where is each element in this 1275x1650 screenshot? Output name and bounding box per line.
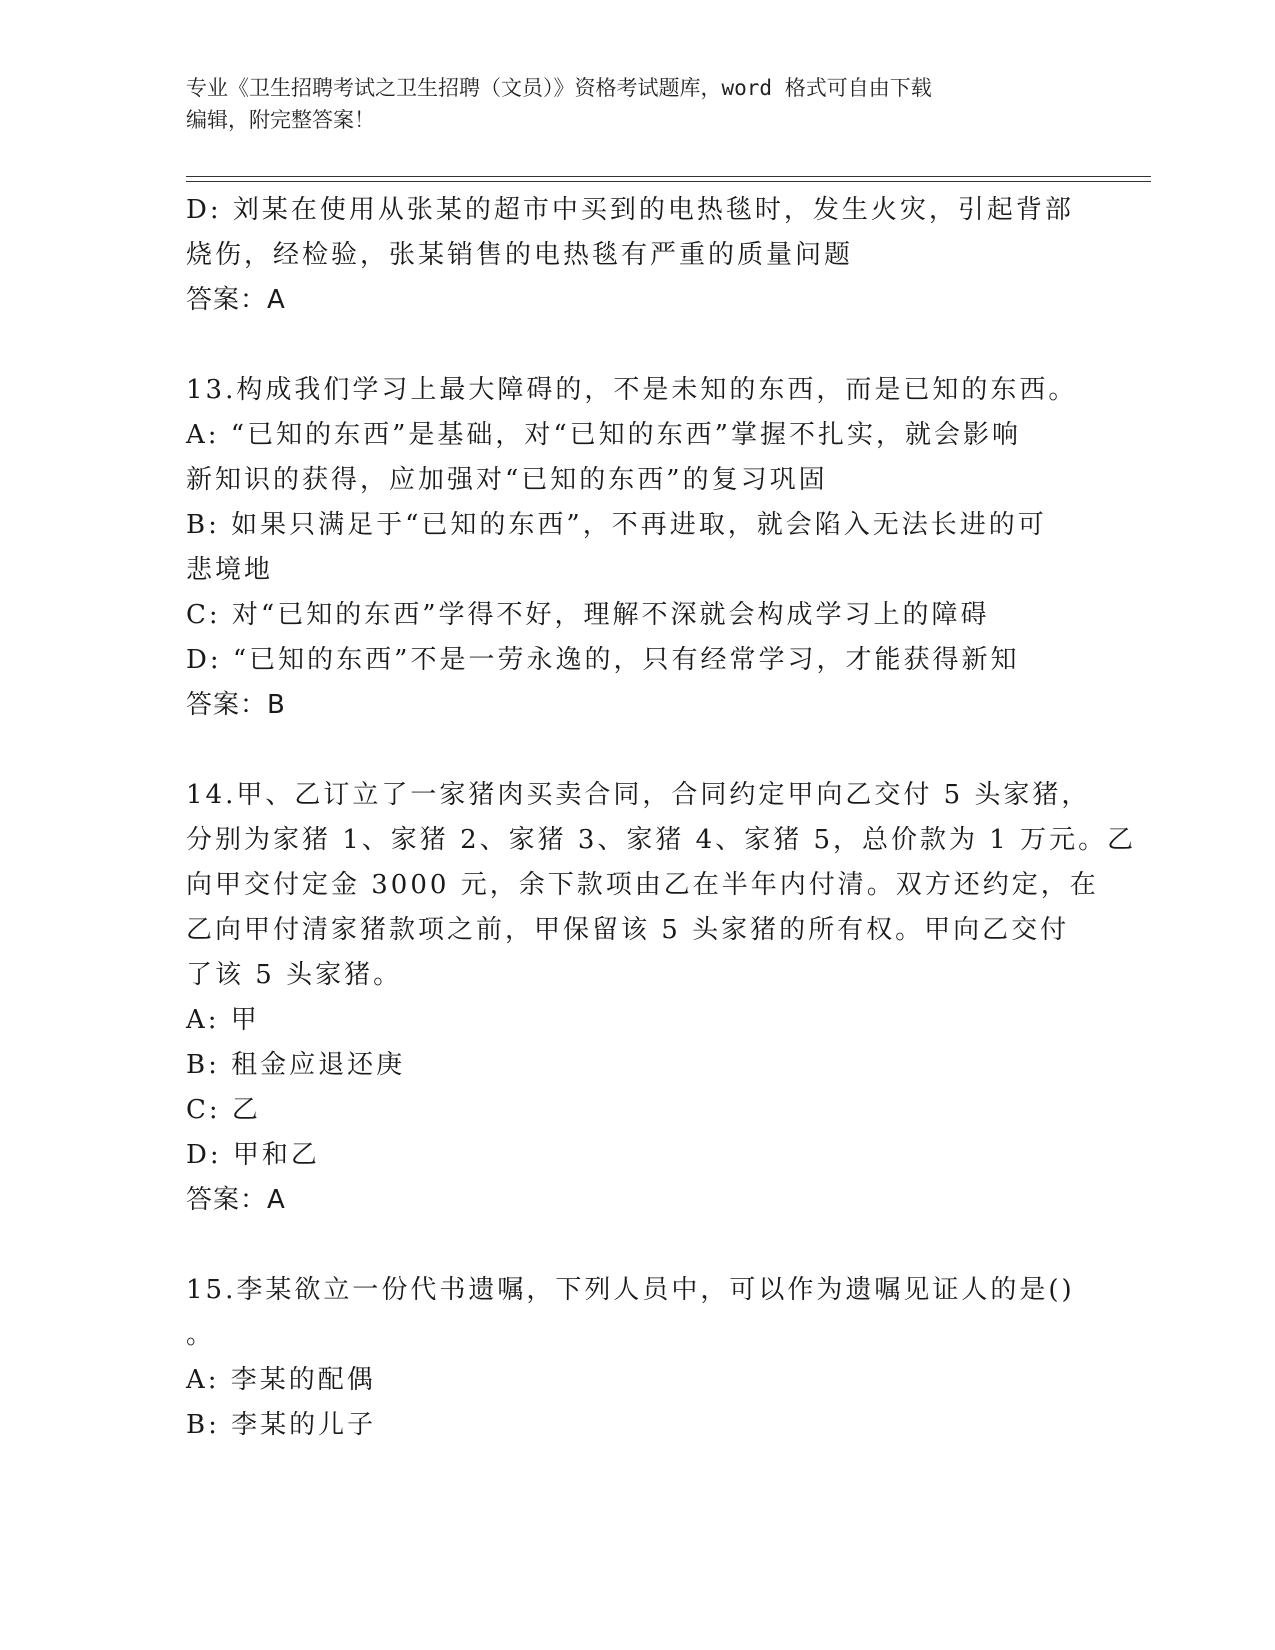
question-14 [186, 773, 1137, 1223]
q13-answer: 答案：B [186, 690, 286, 720]
q14-stem-line-1: 14.甲、乙订立了一家猪肉买卖合同，合同约定甲向乙交付 5 头家猪， [186, 780, 1091, 810]
q14-answer: 答案：A [186, 1185, 286, 1215]
q14-option-a: A: 甲 [186, 1005, 260, 1035]
q13-option-a-line-1: A: “已知的东西”是基础，对“已知的东西”掌握不扎实，就会影响 [186, 420, 1021, 450]
q13-option-b-line-2: 悲境地 [186, 555, 274, 585]
header-divider [186, 176, 1151, 182]
question-content [186, 188, 1137, 1448]
q13-option-a-line-2: 新知识的获得，应加强对“已知的东西”的复习巩固 [186, 465, 828, 495]
q15-stem-line-1: 15.李某欲立一份代书遗嘱，下列人员中，可以作为遗嘱见证人的是() [186, 1275, 1075, 1305]
q14-option-d: D: 甲和乙 [186, 1140, 320, 1170]
q15-stem-line-2: 。 [186, 1320, 216, 1350]
q12-answer: 答案：A [186, 285, 286, 315]
header-line-1: 专业《卫生招聘考试之卫生招聘（文员）》资格考试题库，word 格式可自由下载 [186, 76, 932, 100]
q13-option-c: C: 对“已知的东西”学得不好，理解不深就会构成学习上的障碍 [186, 600, 990, 630]
q14-stem-line-5: 了该 5 头家猪。 [186, 960, 403, 990]
q13-option-b-line-1: B: 如果只满足于“已知的东西”，不再进取，就会陷入无法长进的可 [186, 510, 1047, 540]
q15-option-b: B: 李某的儿子 [186, 1410, 377, 1440]
q14-option-b: B: 租金应退还庚 [186, 1050, 406, 1080]
question-15 [186, 1268, 1076, 1448]
q15-option-a: A: 李某的配偶 [186, 1365, 376, 1395]
q12-option-d-line-2: 烧伤，经检验，张某销售的电热毯有严重的质量问题 [186, 240, 854, 270]
q14-option-c: C: 乙 [186, 1095, 261, 1125]
question-13 [186, 368, 1076, 728]
q14-stem-line-2: 分别为家猪 1、家猪 2、家猪 3、家猪 4、家猪 5，总价款为 1 万元。乙 [186, 825, 1137, 855]
q13-option-d: D: “已知的东西”不是一劳永逸的，只有经常学习，才能获得新知 [186, 645, 1020, 675]
page-header [186, 72, 1066, 136]
spacer [186, 728, 1076, 773]
question-12 [186, 188, 1076, 323]
q14-stem-line-4: 乙向甲付清家猪款项之前，甲保留该 5 头家猪的所有权。甲向乙交付 [186, 915, 1070, 945]
spacer [186, 1223, 1076, 1268]
q14-stem-line-3: 向甲交付定金 3000 元，余下款项由乙在半年内付清。双方还约定，在 [186, 870, 1099, 900]
spacer [186, 323, 1076, 368]
header-line-2: 编辑，附完整答案！ [186, 108, 375, 132]
q12-option-d-line-1: D: 刘某在使用从张某的超市中买到的电热毯时，发生火灾，引起背部 [186, 195, 1074, 225]
q13-stem: 13.构成我们学习上最大障碍的，不是未知的东西，而是已知的东西。 [186, 375, 1078, 405]
